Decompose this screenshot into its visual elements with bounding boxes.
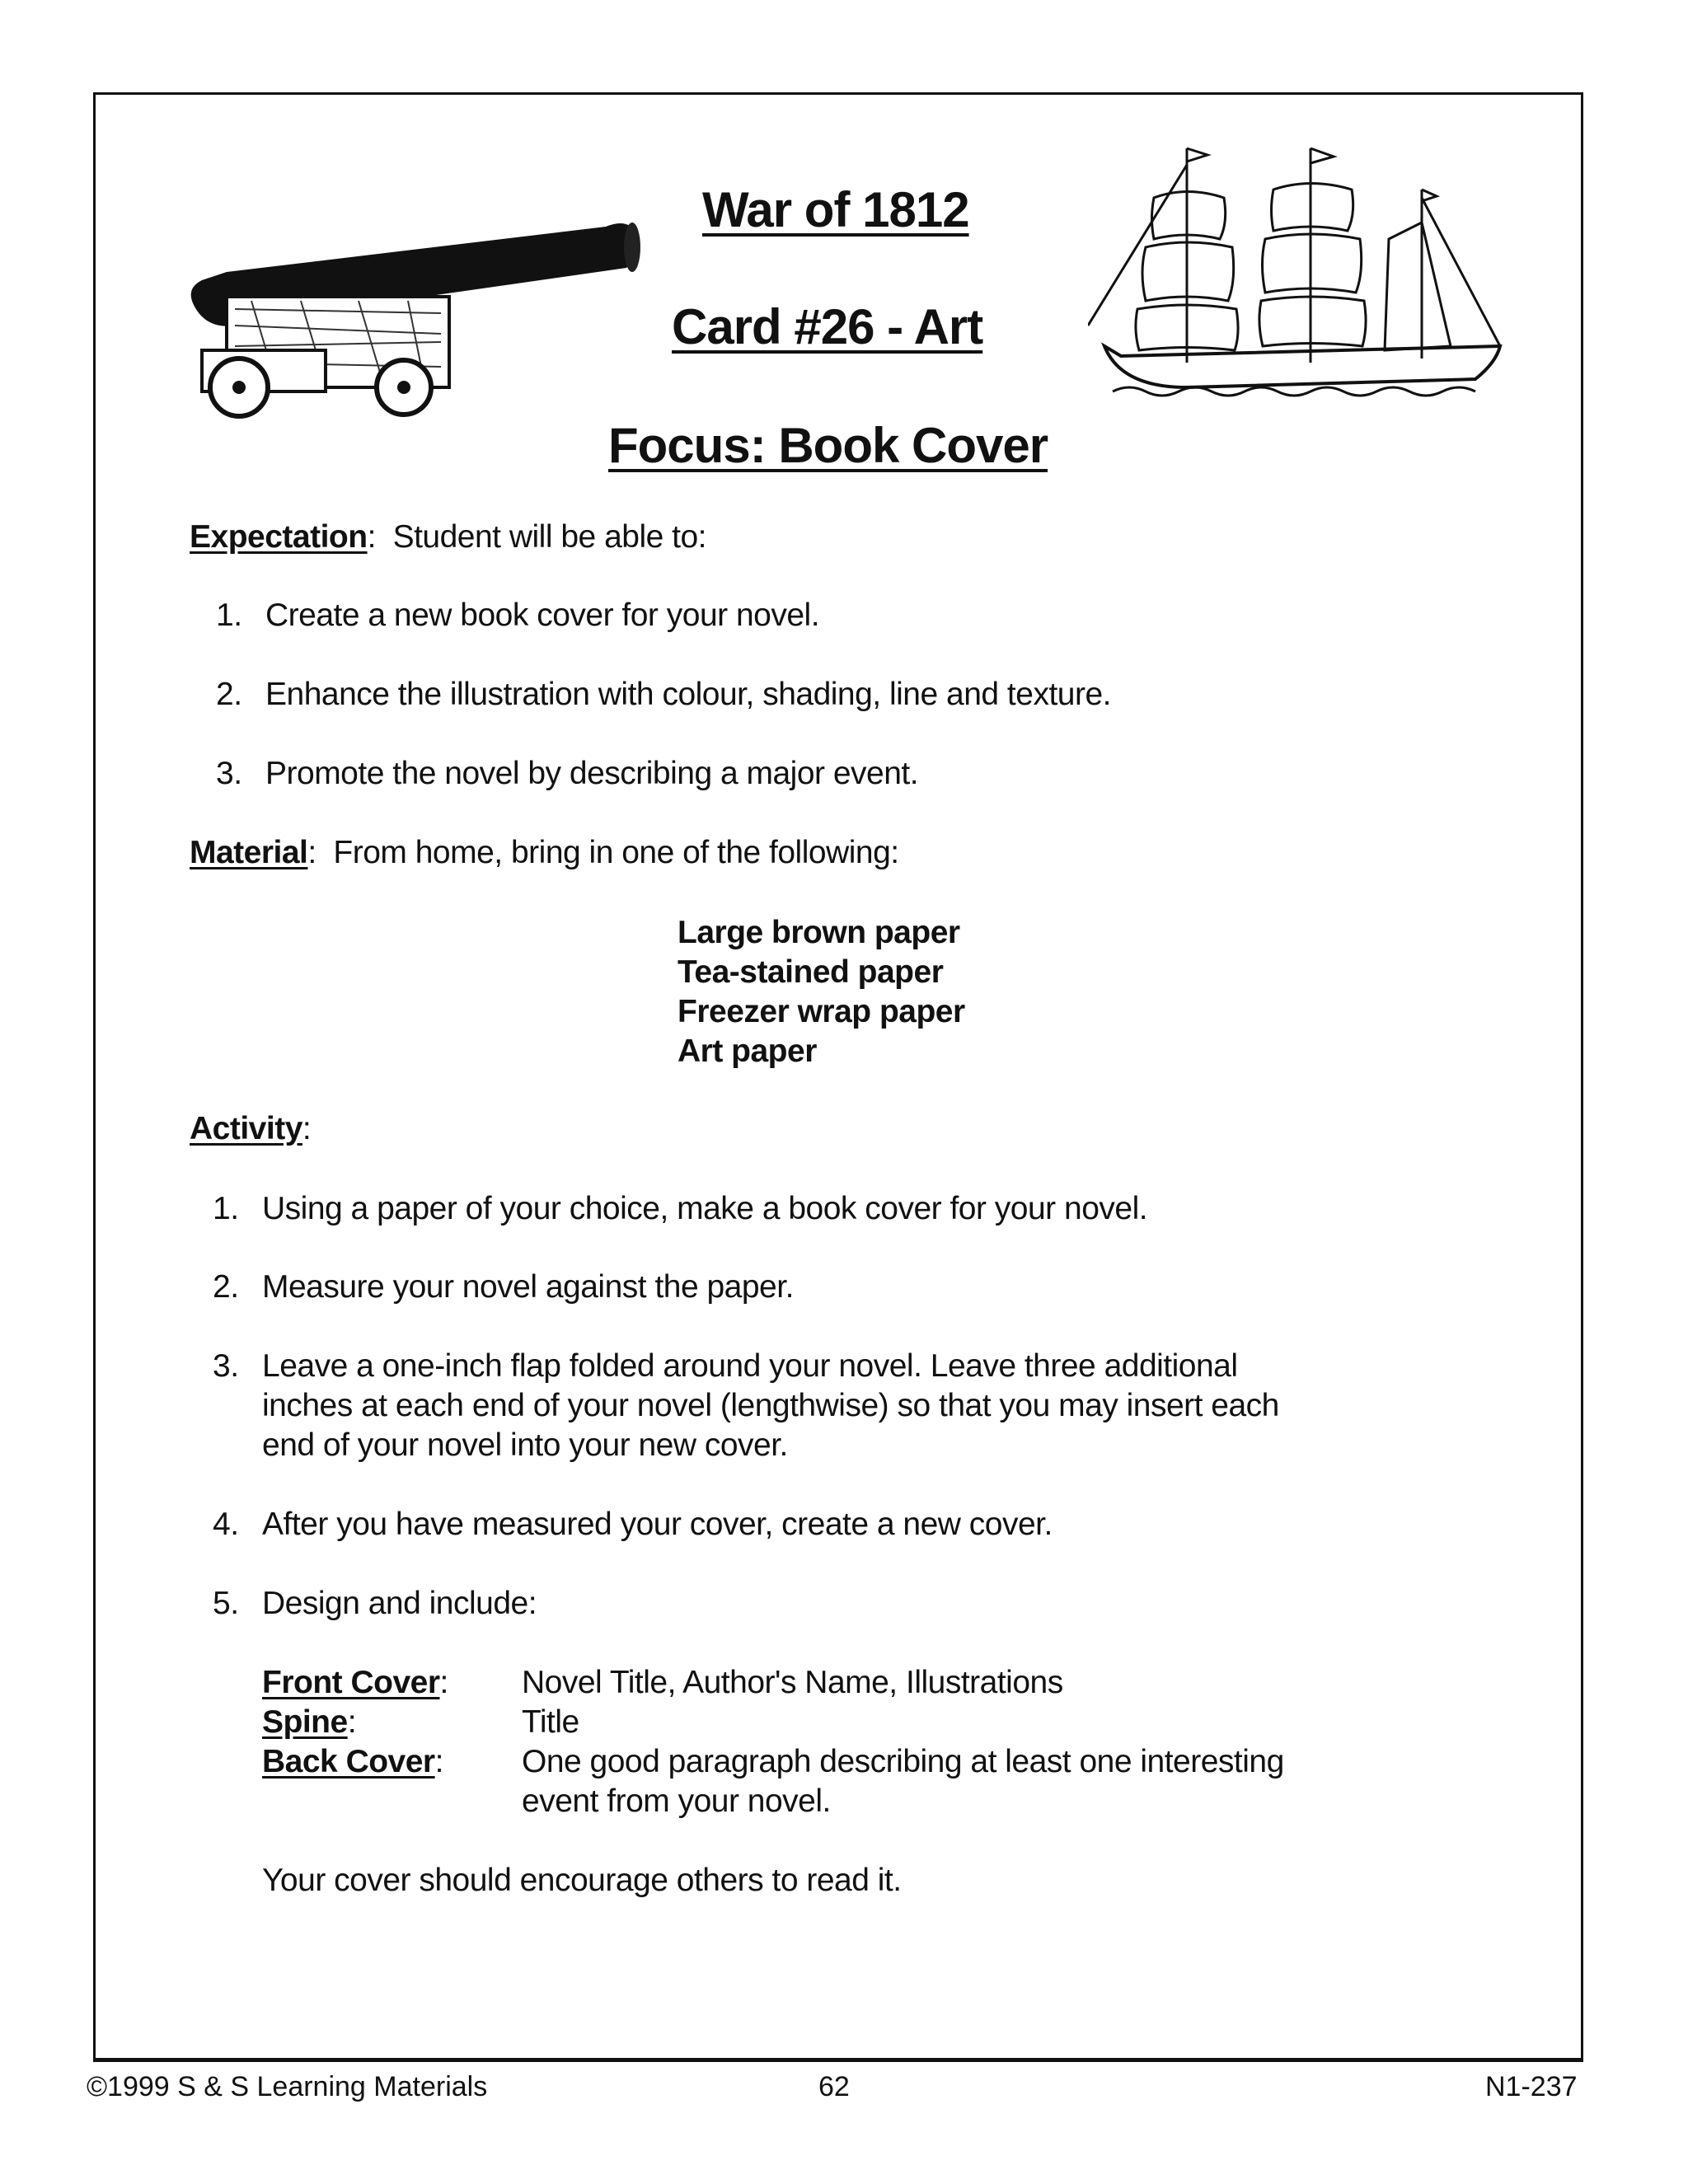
page-number: 62 <box>818 2071 850 2102</box>
item-number: 1. <box>216 598 242 633</box>
page-title: War of 1812 <box>702 182 969 237</box>
activity-item-text: Measure your novel against the paper. <box>262 1269 794 1305</box>
material-option: Large brown paper <box>678 915 960 950</box>
sailing-ship-icon <box>1088 140 1517 412</box>
item-number: 5. <box>213 1586 239 1621</box>
item-number: 4. <box>213 1507 239 1542</box>
card-title: Card #26 - Art <box>672 299 983 354</box>
material-label: Material <box>190 835 308 870</box>
item-number: 3. <box>216 756 242 791</box>
copyright: ©1999 S & S Learning Materials <box>87 2071 488 2102</box>
closing-text: Your cover should encourage others to read it. <box>262 1863 902 1898</box>
colon: : <box>367 519 376 555</box>
design-value: Novel Title, Author's Name, Illustrations <box>522 1665 1063 1700</box>
expectation-heading <box>190 519 706 555</box>
activity-item-text: After you have measured your cover, create a new cover. <box>262 1507 1053 1542</box>
activity-label: Activity <box>190 1111 302 1146</box>
design-value: Title <box>522 1704 579 1740</box>
expectation-intro: Student will be able to: <box>392 519 706 555</box>
spine-label: Spine <box>262 1704 348 1740</box>
design-label-front: Front Cover: <box>262 1665 448 1700</box>
material-intro: From home, bring in one of the following: <box>333 835 899 870</box>
design-label-back: Back Cover: <box>262 1744 443 1779</box>
item-number: 1. <box>213 1191 239 1226</box>
product-code: N1-237 <box>1485 2071 1578 2102</box>
expectation-label: Expectation <box>190 519 368 555</box>
colon: : <box>302 1111 312 1146</box>
activity-item-text: Design and include: <box>262 1586 537 1621</box>
focus-title: Focus: Book Cover <box>608 418 1048 473</box>
item-number: 3. <box>213 1348 239 1384</box>
activity-heading <box>190 1111 311 1147</box>
item-number: 2. <box>216 677 242 712</box>
activity-item-text: Using a paper of your choice, make a book cover for your novel. <box>262 1191 1148 1226</box>
item-number: 2. <box>213 1269 239 1305</box>
design-value: One good paragraph describing at least one interesting <box>522 1744 1284 1779</box>
material-option: Freezer wrap paper <box>678 994 965 1029</box>
material-heading <box>190 835 899 871</box>
expectation-item-text: Promote the novel by describing a major event. <box>265 756 919 791</box>
front-cover-label: Front Cover <box>262 1665 440 1700</box>
expectation-item <box>216 598 242 634</box>
colon: : <box>307 835 316 870</box>
cannon-icon <box>177 210 672 420</box>
expectation-item-text: Create a new book cover for your novel. <box>265 598 820 633</box>
design-label-spine: Spine: <box>262 1704 357 1740</box>
activity-item-text: inches at each end of your novel (lengthwise) so that you may insert each <box>262 1388 1279 1423</box>
activity-item-text: end of your novel into your new cover. <box>262 1427 788 1463</box>
back-cover-label: Back Cover <box>262 1744 435 1779</box>
material-option: Tea-stained paper <box>678 954 944 990</box>
activity-item-text: Leave a one-inch flap folded around your novel. Leave three additional <box>262 1348 1238 1384</box>
design-value: event from your novel. <box>522 1783 831 1819</box>
material-option: Art paper <box>678 1033 817 1069</box>
expectation-item-text: Enhance the illustration with colour, shading, line and texture. <box>265 677 1111 712</box>
